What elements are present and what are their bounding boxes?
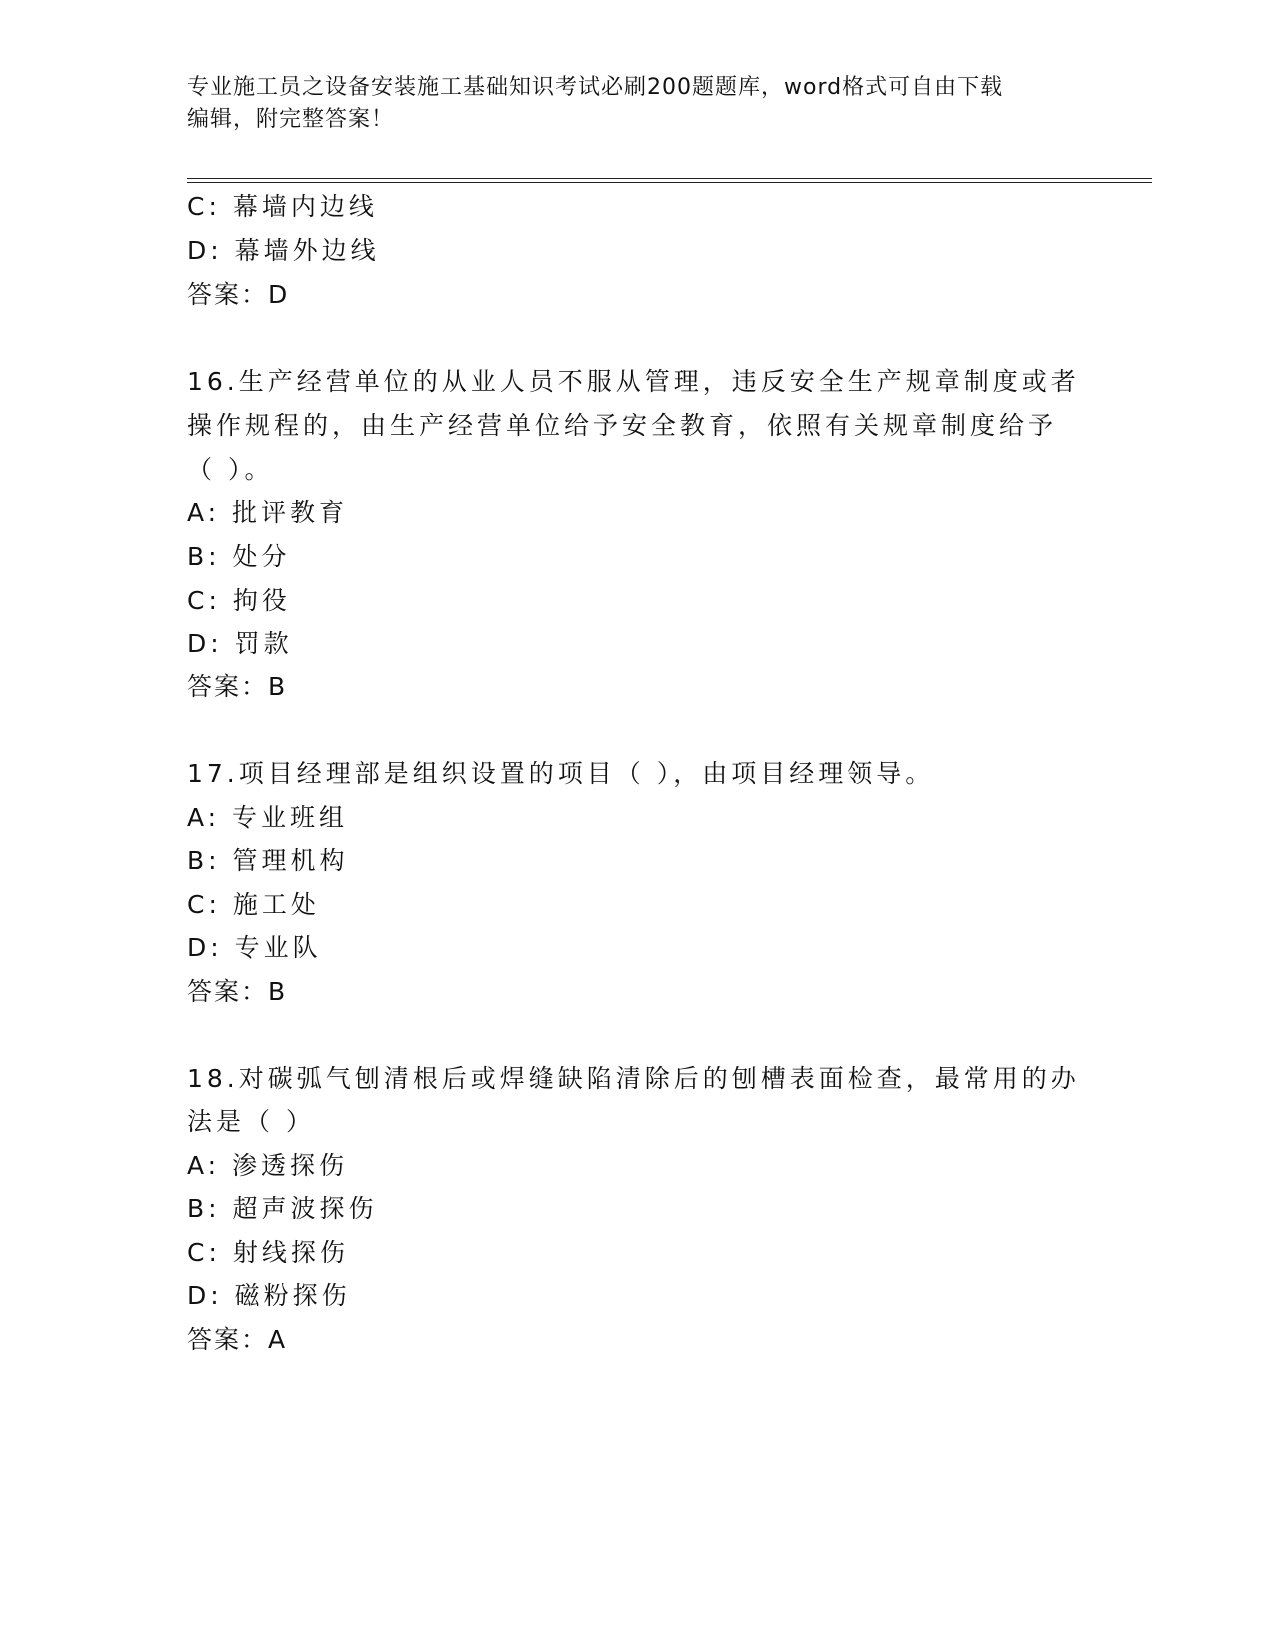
header-title-line-1: 专业施工员之设备安装施工基础知识考试必刷200题题库，word格式可自由下载 (187, 75, 1004, 100)
q16-stem-line-1: 16.生产经营单位的从业人员不服从管理，违反安全生产规章制度或者 (187, 367, 1080, 396)
q16-option-c: C: 拘役 (187, 586, 291, 615)
q18-answer: 答案：A (187, 1325, 288, 1354)
q15-option-c: C: 幕墙内边线 (187, 192, 378, 221)
q15-option-d: D: 幕墙外边线 (187, 236, 380, 265)
q18-option-b: B: 超声波探伤 (187, 1194, 378, 1223)
q17-answer: 答案：B (187, 977, 288, 1006)
header-divider-bottom (187, 182, 1152, 183)
q16-answer: 答案：B (187, 672, 288, 701)
q16-option-a: A: 批评教育 (187, 498, 349, 527)
q16-stem-line-3: （ ）。 (187, 455, 274, 484)
q15-answer: 答案：D (187, 280, 290, 309)
document-header (187, 72, 1067, 136)
q18-option-a: A: 渗透探伤 (187, 1151, 349, 1180)
q17-option-c: C: 施工处 (187, 890, 320, 919)
q18-stem-line-1: 18.对碳弧气刨清根后或焊缝缺陷清除后的刨槽表面检查，最常用的办 (187, 1064, 1080, 1093)
q17-stem-line-1: 17.项目经理部是组织设置的项目（ ），由项目经理领导。 (187, 759, 935, 788)
q16-option-b: B: 处分 (187, 542, 291, 571)
q17-option-b: B: 管理机构 (187, 846, 349, 875)
header-title-line-2: 编辑，附完整答案！ (187, 107, 395, 132)
header-divider-top (187, 178, 1152, 179)
q18-stem-line-2: 法是（ ） (187, 1107, 315, 1136)
q18-option-d: D: 磁粉探伤 (187, 1281, 351, 1310)
q18-option-c: C: 射线探伤 (187, 1238, 349, 1267)
q16-stem-line-2: 操作规程的，由生产经营单位给予安全教育，依照有关规章制度给予 (187, 411, 1058, 440)
q16-option-d: D: 罚款 (187, 629, 293, 658)
q17-option-a: A: 专业班组 (187, 803, 349, 832)
q17-option-d: D: 专业队 (187, 933, 322, 962)
